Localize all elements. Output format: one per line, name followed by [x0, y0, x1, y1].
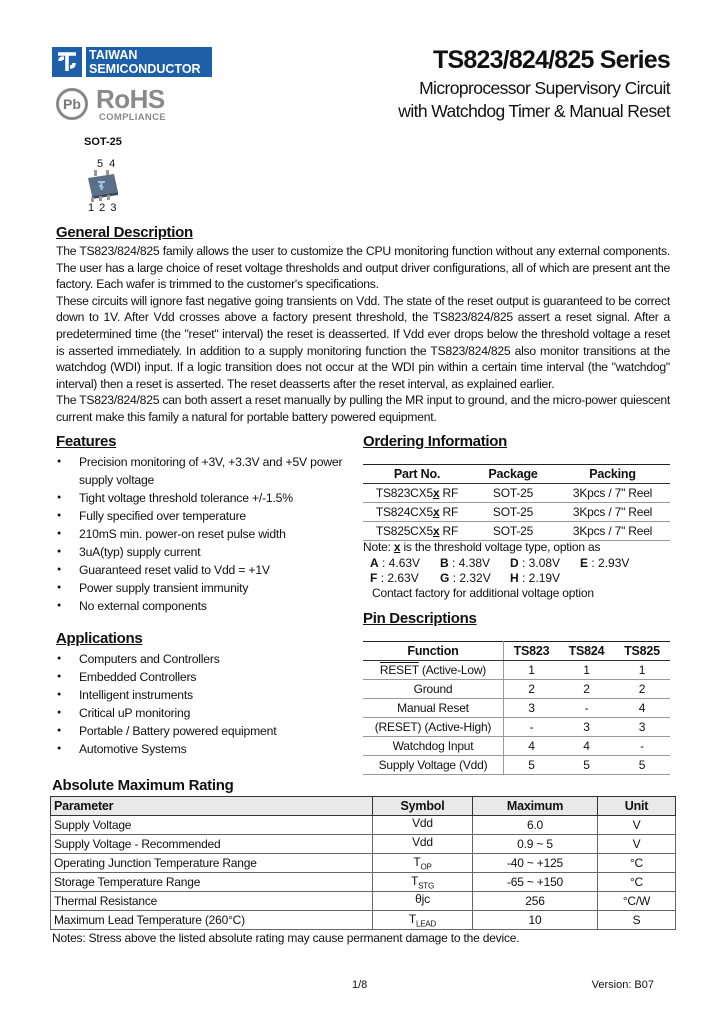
part-no: TS825CX5x RF [363, 522, 471, 541]
table-row [363, 484, 670, 503]
company-name-line2: SEMICONDUCTOR [89, 62, 201, 76]
table-row [363, 718, 670, 737]
unit: °C/W [598, 892, 676, 911]
max: 0.9 ~ 5 [473, 835, 598, 854]
table-row [363, 699, 670, 718]
pin-ts825: 4 [614, 699, 670, 718]
general-p1: The TS823/824/825 family allows the user to customize the CPU monitoring function without any external components. The user has a large choice of reset voltage thresholds and output driver configurations, all of which are present ant the factory. Each wafer is trimmed to the customer's specifications. [56, 244, 670, 292]
table-row [363, 661, 670, 680]
col-ts824: TS824 [559, 642, 614, 661]
company-name [86, 47, 212, 77]
list-item: ● Fully specified over temperature [57, 507, 357, 525]
pin-table [363, 641, 670, 775]
pb-free-badge: Pb [56, 88, 88, 120]
pin-ts825: 2 [614, 680, 670, 699]
rohs-compliance: COMPLIANCE [99, 112, 166, 123]
pin-ts824: 1 [559, 661, 614, 680]
packing: 3Kpcs / 7" Reel [555, 503, 670, 522]
features-heading: Features [56, 433, 117, 450]
list-item: ● 210mS min. power-on reset pulse width [57, 525, 357, 543]
pin-ts824: 3 [559, 718, 614, 737]
list-item: ● 3uA(typ) supply current [57, 543, 357, 561]
part-no: TS824CX5x RF [363, 503, 471, 522]
page-number: 1/8 [352, 979, 368, 991]
col-parameter: Parameter [51, 797, 373, 816]
max: 256 [473, 892, 598, 911]
list-item: ● Critical uP monitoring [57, 704, 357, 722]
function: Ground [363, 680, 504, 699]
pin-ts824: - [559, 699, 614, 718]
pin-ts824: 5 [559, 756, 614, 775]
company-logo [52, 47, 82, 77]
param: Storage Temperature Range [51, 873, 373, 892]
list-item: ● Precision monitoring of +3V, +3.3V and +5V power supply voltage [57, 453, 357, 489]
col-unit: Unit [598, 797, 676, 816]
list-item: ● Guaranteed reset valid to Vdd = +1V [57, 561, 357, 579]
rohs-title: RoHS [96, 84, 165, 114]
unit: V [598, 816, 676, 835]
list-item: ● Embedded Controllers [57, 668, 357, 686]
pin-ts825: - [614, 737, 670, 756]
symbol: $T_{LEAD}$ [373, 911, 473, 930]
table-row [363, 737, 670, 756]
col-package: Package [471, 465, 555, 484]
amr-notes: Notes: Stress above the listed absolute rating may cause permanent damage to the device. [52, 931, 520, 945]
pin-ts825: 1 [614, 661, 670, 680]
col-ts825: TS825 [614, 642, 670, 661]
max: 10 [473, 911, 598, 930]
pin-ts823: - [504, 718, 560, 737]
function: Watchdog Input [363, 737, 504, 756]
pin-ts824: 2 [559, 680, 614, 699]
function: (RESET) (Active-High) [363, 718, 504, 737]
pin-ts823: 4 [504, 737, 560, 756]
amr-heading: Absolute Maximum Rating [52, 777, 234, 794]
function: Supply Voltage (Vdd) [363, 756, 504, 775]
packing: 3Kpcs / 7" Reel [555, 484, 670, 503]
list-item: ● Automotive Systems [57, 740, 357, 758]
list-item: ● Computers and Controllers [57, 650, 357, 668]
pin-ts825: 3 [614, 718, 670, 737]
table-row [51, 892, 676, 911]
unit: °C [598, 854, 676, 873]
feature-continuation: supply voltage [79, 473, 155, 487]
symbol: Vdd [373, 816, 473, 835]
applications-heading: Applications [56, 630, 143, 647]
unit: V [598, 835, 676, 854]
unit: S [598, 911, 676, 930]
version: Version: B07 [591, 979, 654, 991]
function: RESET (Active-Low) [363, 661, 504, 680]
symbol: $T_{OP}$ [373, 854, 473, 873]
unit: °C [598, 873, 676, 892]
package-label: SOT-25 [84, 136, 122, 148]
ts-logo-icon [52, 47, 82, 77]
ordering-table [363, 464, 670, 541]
pin-ts823: 2 [504, 680, 560, 699]
param: Operating Junction Temperature Range [51, 854, 373, 873]
max: -65 ~ +150 [473, 873, 598, 892]
general-p2: These circuits will ignore fast negative going transients on Vdd. The state of the reset output is guaranteed to be correct down to 1V. After Vdd crosses above a factory present threshold, the TS823/824/825 assert a reset signal. After a predetermined time (the "reset" interval) the reset is deasserted. If Vdd ever drops below the threshold voltage a reset is asserted immediately. In addition to a supply monitoring function the TS823/824/825 also monitor transitions at the watchdog (WDI) input. If a logic transition does not occur at the WDI pin within a certain time interval (the "watchdog" interval) then a reset is asserted. The reset deasserts after the reset interval, as explained earlier. [56, 293, 670, 391]
threshold-row-2: F : 2.63V G : 2.32V H : 2.19V [370, 571, 561, 585]
package: SOT-25 [471, 484, 555, 503]
package: SOT-25 [471, 503, 555, 522]
subtitle-line1: Microprocessor Supervisory Circuit [419, 78, 670, 98]
param: Maximum Lead Temperature (260°C) [51, 911, 373, 930]
threshold-note: Note: x is the threshold voltage type, option as [363, 540, 601, 554]
max: 6.0 [473, 816, 598, 835]
table-row [51, 873, 676, 892]
param: Supply Voltage - Recommended [51, 835, 373, 854]
table-row [363, 680, 670, 699]
contact-note: Contact factory for additional voltage option [372, 586, 594, 600]
threshold-row-1: A : 4.63V B : 4.38V D : 3.08V E : 2.93V [370, 556, 630, 570]
series-title: TS823/824/825 Series [433, 46, 670, 74]
table-row [363, 503, 670, 522]
applications-list [57, 650, 357, 758]
param: Supply Voltage [51, 816, 373, 835]
param: Thermal Resistance [51, 892, 373, 911]
packing: 3Kpcs / 7" Reel [555, 522, 670, 541]
pin-descriptions-heading: Pin Descriptions [363, 610, 477, 627]
pin-ts823: 5 [504, 756, 560, 775]
col-symbol: Symbol [373, 797, 473, 816]
pin-numbers-top: 5 4 [97, 158, 116, 170]
features-list [57, 453, 357, 615]
list-item: ● Intelligent instruments [57, 686, 357, 704]
col-packing: Packing [555, 465, 670, 484]
list-item: ● Portable / Battery powered equipment [57, 722, 357, 740]
function: Manual Reset [363, 699, 504, 718]
pin-ts823: 1 [504, 661, 560, 680]
subtitle-line2: with Watchdog Timer & Manual Reset [398, 101, 670, 121]
part-no: TS823CX5x RF [363, 484, 471, 503]
company-name-line1: TAIWAN [89, 48, 138, 62]
col-function: Function [363, 642, 504, 661]
symbol: θjc [373, 892, 473, 911]
symbol: Vdd [373, 835, 473, 854]
amr-table [50, 796, 676, 930]
general-p3: The TS823/824/825 can both assert a reset manually by pulling the MR input to ground, and the micro-power quiescent current make this family a natural for portable battery powered equipment. [56, 393, 670, 424]
list-item: ● Tight voltage threshold tolerance +/-1.5% [57, 489, 357, 507]
table-row [51, 911, 676, 930]
symbol: $T_{STG}$ [373, 873, 473, 892]
col-part-no: Part No. [363, 465, 471, 484]
pin-ts823: 3 [504, 699, 560, 718]
list-item: ● Power supply transient immunity [57, 579, 357, 597]
table-row [51, 835, 676, 854]
col-maximum: Maximum [473, 797, 598, 816]
pin-ts824: 4 [559, 737, 614, 756]
package: SOT-25 [471, 522, 555, 541]
ordering-heading: Ordering Information [363, 433, 508, 450]
list-item: ● No external components [57, 597, 357, 615]
general-description-heading: General Description [56, 224, 193, 241]
col-ts823: TS823 [504, 642, 560, 661]
general-description [56, 243, 670, 426]
pin-numbers-bottom: 1 2 3 [88, 202, 118, 214]
table-row [363, 522, 670, 541]
pin-ts825: 5 [614, 756, 670, 775]
table-row [51, 854, 676, 873]
max: -40 ~ +125 [473, 854, 598, 873]
table-row [51, 816, 676, 835]
table-row [363, 756, 670, 775]
